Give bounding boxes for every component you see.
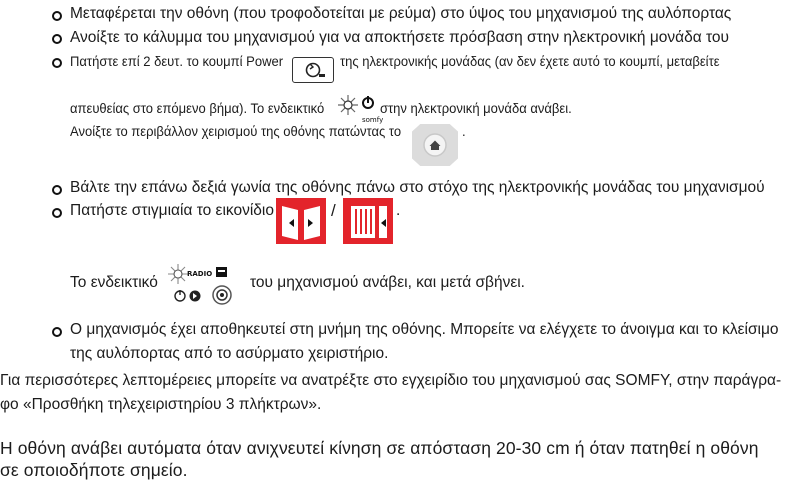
step-3-text-d: στην ηλεκτρονική μονάδα ανάβει. [380, 100, 572, 116]
home-button-icon [412, 124, 458, 166]
step-5-text-a: Πατήστε στιγμιαία το εικονίδιο [70, 202, 274, 219]
step-6-text-b: της αυλόπορτας από το ασύρματο χειριστήριο. [70, 345, 389, 362]
bullet-dot [52, 58, 62, 68]
bullet-dot [52, 11, 62, 21]
step-3-text-b: της ηλεκτρονικής μονάδας (αν δεν έχετε αυτό το κουμπί, μεταβείτε [340, 53, 720, 69]
bullet-dot [52, 208, 62, 218]
step-3-text-f: . [462, 123, 466, 139]
step-2-text: Ανοίξτε το κάλυμμα του μηχανισμού για να αποκτήσετε πρόσβαση στην ηλεκτρονική μονάδα του [70, 29, 730, 46]
bullet-dot [52, 185, 62, 195]
step-3-text-c: απευθείας στο επόμενο βήμα). Το ενδεικτικό [70, 100, 325, 116]
radio-led-indicator-icon [162, 262, 248, 306]
note-line-2: φο «Προσθήκη τηλεχειριστηρίου 3 πλήκτρων». [0, 396, 322, 413]
somfy-led-indicator-icon [336, 91, 384, 125]
power-button-icon [292, 57, 334, 83]
icon-separator-slash: / [331, 201, 336, 220]
bullet-dot [52, 34, 62, 44]
step-3-text-e: Ανοίξτε το περιβάλλον χειρισμού της οθόνης πατώντας το [70, 123, 402, 139]
step-6-text-a: Ο μηχανισμός έχει αποθηκευτεί στη μνήμη της οθόνης. Μπορείτε να ελέγχετε το άνοιγμα και το κλείσιμο [70, 321, 779, 338]
footer-line-2: σε οποιοδήποτε σημείο. [0, 460, 188, 480]
note-line-1: Για περισσότερες λεπτομέρειες μπορείτε να ανατρέξτε στο εγχειρίδιο του μηχανισμού σας SOMFY, στην παράγρα- [0, 372, 782, 389]
somfy-label: somfy [362, 116, 384, 124]
step-1-text: Μεταφέρεται την οθόνη (που τροφοδοτείται με ρεύμα) στο ύψος του μηχανισμού της αυλόπορτας [70, 5, 732, 22]
sliding-gate-icon [343, 198, 393, 244]
radio-label: RADIO [187, 270, 213, 278]
swing-gate-icon [276, 198, 326, 244]
step-5-text-b: . [396, 202, 401, 219]
footer-line-1: Η οθόνη ανάβει αυτόματα όταν ανιχνευτεί κίνηση σε απόσταση 20-30 cm ή όταν πατηθεί η οθόνη [0, 438, 759, 458]
step-5-text-c: Το ενδεικτικό [70, 274, 158, 291]
step-3-text-a: Πατήστε επί 2 δευτ. το κουμπί Power [70, 53, 284, 69]
bullet-dot [52, 327, 62, 337]
step-4-text: Βάλτε την επάνω δεξιά γωνία της οθόνης πάνω στο στόχο της ηλεκτρονικής μονάδας του μηχανισμού [70, 179, 765, 196]
step-5-text-d: του μηχανισμού ανάβει, και μετά σβήνει. [250, 274, 525, 291]
